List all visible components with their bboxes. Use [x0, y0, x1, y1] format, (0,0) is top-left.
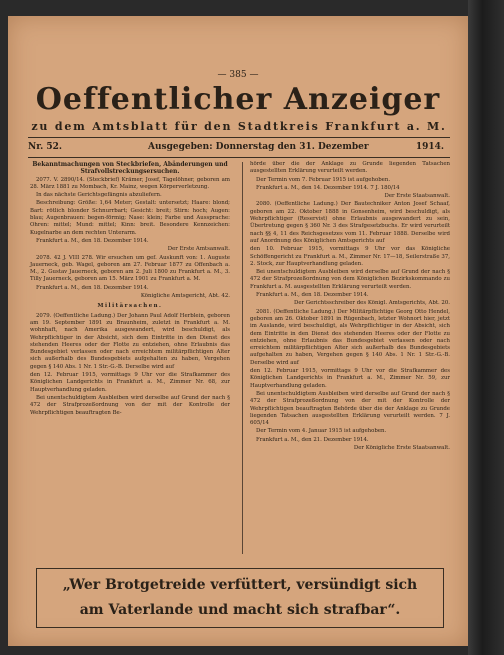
left-column [30, 161, 230, 418]
signature: Königliche Amtsgericht, Abt. 42. [140, 293, 230, 300]
notice-paragraph: den 12. Februar 1915, vormittags 9 Uhr vor die Strafkammer des Königlichen Landgerichts in Frankfurt a. M., Zimmer Nr. 68, zur Hauptverhandlung geladen. [30, 372, 230, 393]
notice-paragraph: Frankfurt a. M., den 21. Dezember 1914. [256, 436, 369, 443]
signature: Der Erste Staatsanwalt. [384, 193, 450, 200]
notice-paragraph: 2077. V. 2890/14. (Steckbrief) Krämer, Josef, Tagelöhner, geboren am 28. März 1881 zu Mombach, Kr. Mainz, wegen Körperverletzung. [30, 176, 230, 190]
notice-paragraph: hörde über die der Anklage zu Grunde liegenden Tatsachen ausgestellten Erklärung verurteilt werden. [250, 161, 450, 175]
section-heading: Militärsachen. [97, 303, 163, 310]
signature: Der Königliche Erste Staatsanwalt. [353, 444, 450, 451]
issue-year: 1914. [415, 142, 444, 152]
notice-paragraph: Frankfurt a. M., den 18. Dezember 1914. [256, 292, 369, 299]
notice-paragraph: Frankfurt a. M., den 14. Dezember 1914. 7 J. 180/14 [256, 184, 400, 191]
newspaper-page [8, 16, 468, 646]
page-title: Oeffentlicher Anzeiger [35, 82, 441, 117]
notice-paragraph: 2081. (Oeffentliche Ladung.) Der Militärpflichtige Georg Otto Hendel, geboren am 26. Oktober 1891 in Rügenbach, letzter Wohnort hier, jetzt im Auslande, wird beschuldigt, als Wehrpflichtiger in der Absicht, sich dem Eintritte in den Dienst des stehenden Heeres oder der Flotte zu entziehen, ohne Erlaubnis das Bundesgebiet verlassen oder nach erreichtem militärpflichtigen Alter sich außerhalb des Bundesgebiets aufgehalten zu haben, Vergehen gegen § 140 Abs. 1 Nr. 1 Str.-G.-B. Derselbe wird auf [250, 308, 450, 366]
book-spine [468, 0, 504, 655]
signature: Der Erste Amtsanwalt. [167, 246, 230, 253]
notice-paragraph: Bei unentschuldigtem Ausbleiben wird derselbe auf Grund der nach § 472 der Strafprozeßordnung von der mit der Kontrolle der Wehrpflichtigen beauftragten Behörde über die der Anklage zu Grunde liegenden Tatsachen ausgestellten Erklärung verurteilt werden. 7 J. 605/14 [250, 390, 450, 427]
issue-date: Ausgegeben: Donnerstag den 31. Dezember [148, 142, 369, 152]
notice-paragraph: Beschreibung: Größe: 1,64 Meter; Gestalt: untersetzt; Haare: blond; Bart: rötlich blonder Schnurrbart; Gesicht: breit; Stirn: hoch; Augen: blau; Augenbrauen: begen-förmig; Nase: klein; Farbe und Aussprache: Ohren: mittel; Mund: mittel; Kinn: breit. Besondere Kennzeichen: Kugelnarbe an dem rechten Unterarm. [30, 200, 230, 236]
slogan-banner [36, 568, 444, 628]
notice-paragraph: 2080. (Oeffentliche Ladung.) Der Bautechniker Anton Josef Schaaf, geboren am 22. Oktober 1888 in Gonsenheim, wird beschuldigt, als Wehrpflichtiger (Reservist) ohne Erlaubnis ausgewandert zu sein, Übertretung gegen § 360 Nr. 3 des Strafgesetzbuchs. Er wird verurteilt nach §§ 4, 11 des Reichsgesetzes vom 11. Februar 1888. Derselbe wird auf Anordnung des Königlichen Amtsgerichts auf [250, 201, 450, 244]
section-heading: Bekanntmachungen von Steckbriefen, Abänderungen und Strafvollstreckungsersuchen. [32, 161, 228, 176]
header-rule-top [28, 137, 450, 138]
slogan-line: am Vaterlande und macht sich strafbar“. [79, 602, 401, 618]
notice-paragraph: den 10. Februar 1915, vormittags 9 Uhr vor das Königliche Schöffengericht zu Frankfurt a. M., Zimmer Nr. 17—18, Seilerstraße 37, 2. Stock, zur Hauptverhandlung geladen. [250, 246, 450, 267]
page-subtitle: zu dem Amtsblatt für den Stadtkreis Frankfurt a. M. [31, 120, 447, 133]
notice-paragraph: 2079. (Oeffentliche Ladung.) Der Johann Paul Adolf Herblein, geboren am 19. September 1891 zu Braunheim, zuletzt in Frankfurt a. M. wohnhaft, nach Amerika ausgewandert, wird beschuldigt, als Wehrpflichtiger in der Absicht, sich dem Eintritte in den Dienst des stehenden Heeres oder der Flotte zu entziehen, ohne Erlaubnis das Bundesgebiet verlassen oder nach erreichtem militärpflichtigen Alter sich außerhalb des Bundesgebiets aufgehalten zu haben, Vergehen gegen § 140 Abs. 1 Nr. 1 Str.-G.-B. Derselbe wird auf [30, 312, 230, 370]
notice-paragraph: den 12. Februar 1915, vormittags 9 Uhr vor die Strafkammer des Königlichen Landgerichts in Frankfurt a. M., Zimmer Nr. 59, zur Hauptverhandlung geladen. [250, 368, 450, 389]
notice-paragraph: 2078. 42 J. VIII 278. Wir ersuchen um gef. Auskunft von: 1. Auguste Jauerneck, geb. Wagel, geboren am 27. Februar 1877 zu Offenbach a. M., 2. Gustav Jauerneck, geboren am 2. Juli 1800 zu Frankfurt a. M., 3. Tilly Jauerneck, geboren am 15. März 1901 zu Frankfurt a. M. [30, 254, 230, 283]
notice-paragraph: In das nächste Gerichtsgefängnis abzuliefern. [36, 192, 162, 199]
notice-paragraph: Bei unentschuldigtem Ausbleiben wird derselbe auf Grund der nach § 472 der Strafprozeßordnung von dem Königlichen Bezirkskommando zu Frankfurt a. M. ausgestellten Erklärung verurteilt werden. [250, 269, 450, 290]
notice-paragraph: Frankfurt a. M., den 18. Dezember 1914. [36, 284, 149, 291]
column-divider [242, 162, 243, 554]
right-column [250, 161, 450, 453]
notice-paragraph: Der Termin vom 7. Februar 1915 ist aufgehoben. [256, 176, 391, 183]
page-number: — 385 — [217, 70, 259, 80]
notice-paragraph: Frankfurt a. M., den 18. Dezember 1914. [36, 237, 149, 244]
notice-paragraph: Bei unentschuldigtem Ausbleiben wird derselbe auf Grund der nach § 472 der Strafprozeßordnung von der mit der Kontrolle der Wehrpflichtigen beauftragten Be- [30, 394, 230, 416]
notice-paragraph: Der Termin vom 4. Januar 1915 ist aufgehoben. [256, 428, 387, 435]
slogan-line: „Wer Brotgetreide verfüttert, versündigt sich [62, 577, 418, 593]
header-rule-bottom [28, 157, 450, 158]
issue-number: Nr. 52. [28, 142, 63, 152]
signature: Der Gerichtsschreiber des Königl. Amtsgerichts, Abt. 20. [294, 300, 450, 307]
issue-line [28, 140, 450, 156]
